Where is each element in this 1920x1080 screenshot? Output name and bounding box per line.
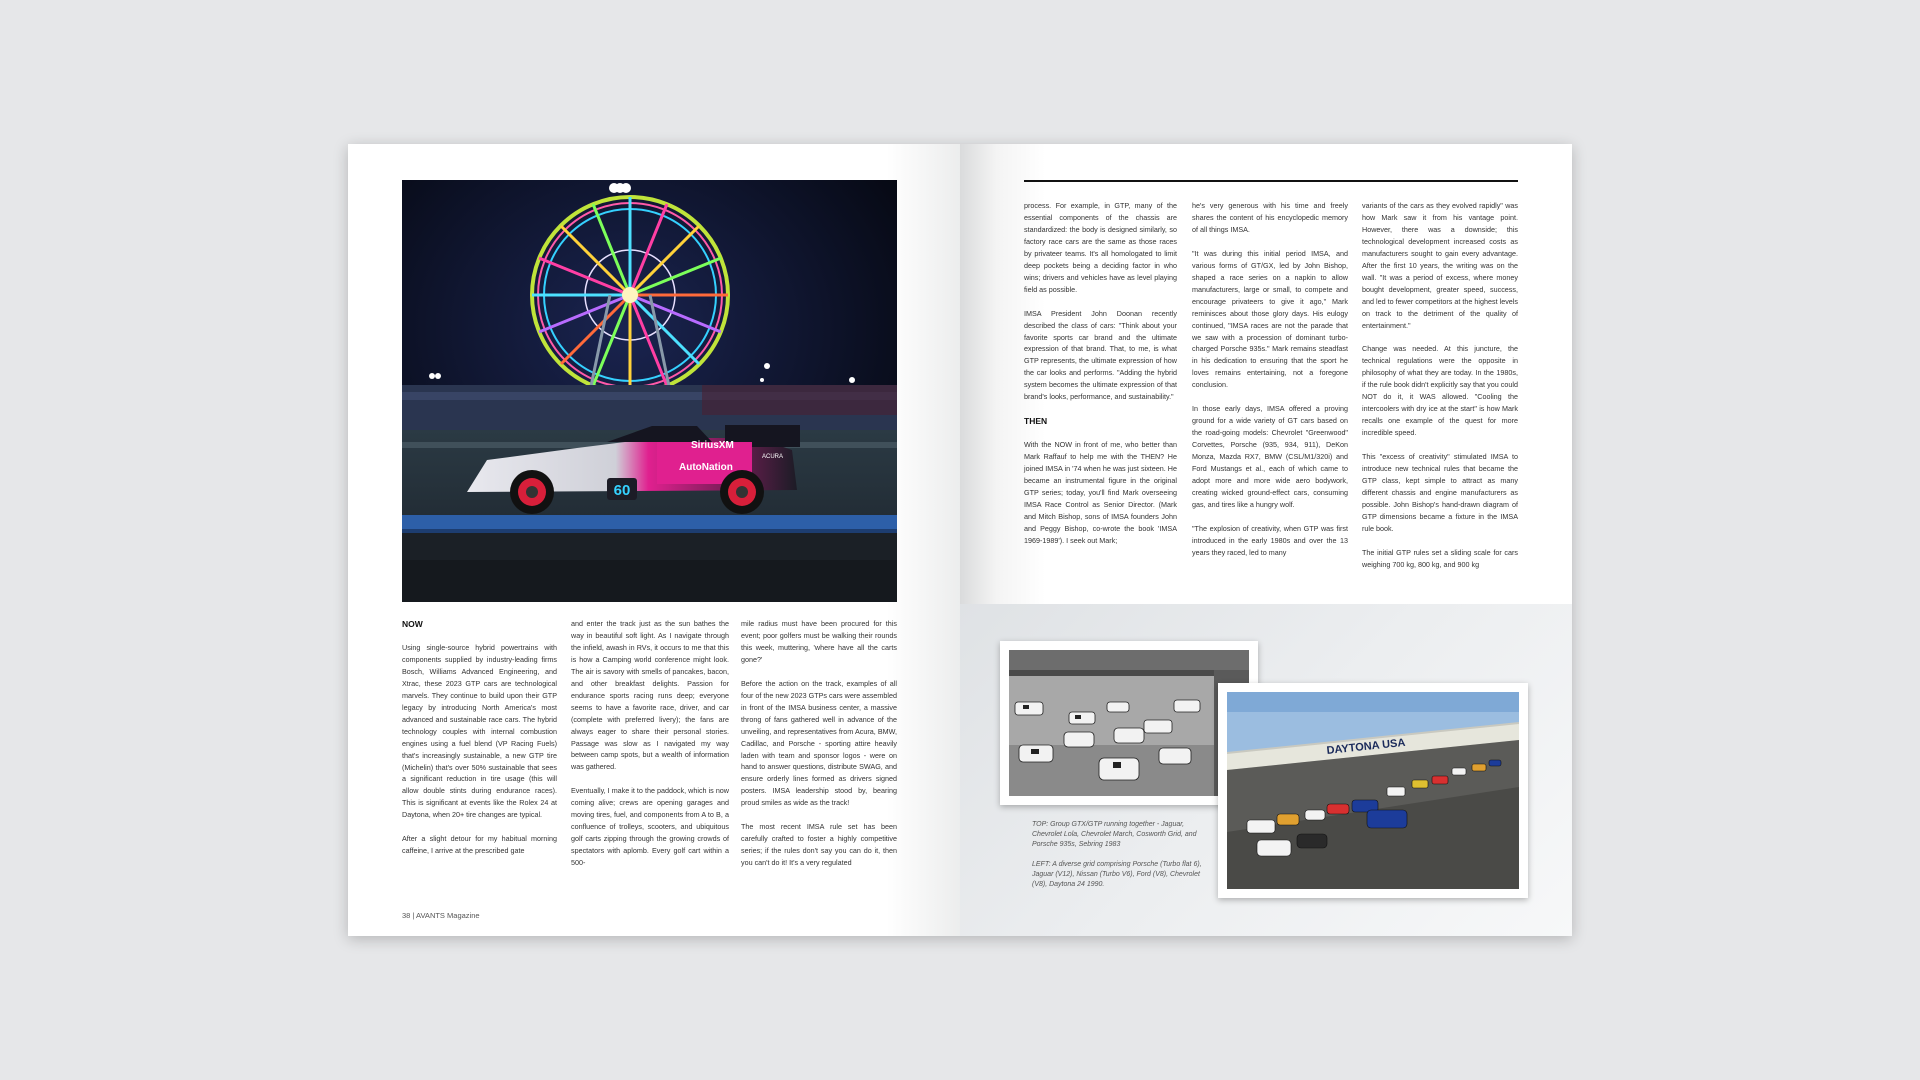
page-folio: 38 | AVANTS Magazine [402,911,480,920]
paragraph: he's very generous with his time and freely shares the content of his encyclopedic memory of all things IMSA. [1192,201,1348,234]
photo-daytona-1990 [1218,683,1528,898]
paragraph: Change was needed. At this juncture, the technical regulations were the opposite in philosophy of what they are today. In the 1980s, if the rule book didn't explicitly say that you could NOT do it, it WAS allowed. "Cooling the intercoolers with dry ice at the start" is how Mark recalls one example of the quest for more incredible speed. [1362,344,1518,438]
car-sponsor-siriusxm: SiriusXM [691,440,734,451]
caption-top: TOP: Group GTX/GTP running together - Jaguar, Chevrolet Lola, Chevrolet March, Cosworth Grid, and Porsche 935s, Sebring 1983 [1032,821,1197,848]
paragraph: process. For example, in GTP, many of the essential components of the chassis are standardized: the body is designed similarly, so factory race cars are the same as those races by privateer teams. It's all homologated to limit deep pockets being a deciding factor in who wins; drivers and vehicles have as level playing field as possible. [1024,201,1177,294]
left-column-3 [741,618,897,881]
left-column-2 [571,618,729,881]
hero-photo-svg [402,180,897,602]
paragraph: Using single-source hybrid powertrains with components supplied by industry-leading firms Bosch, Williams Advanced Engineering, and Xtrac, these 2023 GTP cars are technological marvels. They continue to build upon their GTP legacy by introducing North America's most advanced and sustainable race cars. The hybrid technology couples with internal combustion engines using a fuel blend (VP Racing Fuels) that's increasingly sustainable, a new GTP tire (Michelin) that's over 50% sustainable that sees a significant reduction in tire usage (this will allow double stints during endurance races). This is significant at events like the Rolex 24 at Daytona, when 20+ tire changes are typical. [402,643,557,820]
paragraph: IMSA President John Doonan recently described the class of cars: "Think about your favorite sports car brand and the ultimate expression of that brand. That, to me, is what GTP represents, the ultimate expression of how the car looks and performs. "Adding the hybrid system becomes the ultimate expression of that brand's looks, performance, and sustainability." [1024,308,1177,402]
paragraph: Eventually, I make it to the paddock, which is now coming alive; crews are opening garages and moving tires, fuel, and components from A to B, a confluence of trolleys, scooters, and ubiquitous golf carts zipping through the growing crowds of spectators with aplomb. Every golf cart within a 500- [571,786,729,868]
paragraph: With the NOW in front of me, who better than Mark Raffauf to help me with the THEN? He joined IMSA in '74 when he was just sixteen. He became an instrumental figure in the original GTP series; today, you'll find Mark overseeing IMSA Race Control as Senior Director. (Mark and Mitch Bishop, sons of IMSA founders John and Peggy Bishop, co-wrote the book 'IMSA 1969-1989'). I seek out Mark; [1024,440,1177,545]
car-number: 60 [613,482,631,499]
hero-photo-ferris-wheel-race-car [402,180,897,602]
section-heading-then: THEN [1024,416,1048,427]
paragraph: and enter the track just as the sun bathes the way in beautiful soft light. As I navigate through the infield, awash in RVs, it occurs to me that this is how a Camping world conference might look. The air is savory with smells of pancakes, bacon, and other breakfast delights. Passion for endurance sports racing runs deep; everyone seems to have a favorite race, driver, and car (complete with preferred livery); the fans are always eager to share their personal stories. Passage was slow as I navigated my way between camp spots, but a wealth of information was gathered. [571,619,729,772]
sebring-photo-svg [1009,650,1249,796]
paragraph: variants of the cars as they evolved rapidly" was how Mark saw it from his vantage point. However, there was a downside; this technological development increased costs as manufacturers sought to gain every advantage. After the first 10 years, the writing was on the wall. "It was a period of excess, where money bought development, greater speed, success, and led to fewer competitors at the highest levels on track to the detriment of the quality of entertainment." [1362,201,1518,330]
caption-left: LEFT: A diverse grid comprising Porsche (Turbo flat 6), Jaguar (V12), Nissan (Turbo V6), Ford (V8), Chevrolet (V8), Daytona 24 1990. [1032,861,1202,888]
paragraph: "The explosion of creativity, when GTP was first introduced in the early 1980s and over the 13 years they raced, led to many [1192,523,1348,557]
daytona-photo-svg [1227,692,1519,889]
photo-daytona-image [1227,692,1519,889]
paragraph: The most recent IMSA rule set has been carefully crafted to foster a highly competitive series; if the rules don't say you can do it, then you can't do it! It's a very regulated [741,822,897,868]
photo-captions [1032,820,1214,900]
paragraph: Before the action on the track, examples of all four of the new 2023 GTPs cars were assembled in front of the IMSA business center, a massive throng of fans gathered well in advance of the unveiling, and representatives from Acura, BMW, Cadillac, and Porsche - sporting attire heavily laden with team and sponsor logos - were on hand to answer questions, distribute SWAG, and ensure orderly lines formed as drivers signed posters. IMSA leadership stood by, bearing proud smiles as wide as the track! [741,678,897,808]
car-brand: ACURA [762,454,784,460]
paragraph: In those early days, IMSA offered a proving ground for a wide variety of GT cars based on the road-going models: Chevrolet "Greenwood" Corvettes, Porsche (935, 934, 911), DeKon Monza, Mazda RX7, BMW (CSL/M1/320i) and Ford Mustangs et al., each of which came to adopt more and more wide aero bodywork, creating wicked ground-effect cars, consuming gas, and tires like a hungry wolf. [1192,404,1348,509]
paragraph: After a slight detour for my habitual morning caffeine, I arrive at the prescribed gate [402,834,557,856]
magazine-spread [348,144,1572,936]
right-page [960,144,1572,936]
photo-sebring-image [1009,650,1249,796]
paragraph: This "excess of creativity" stimulated IMSA to introduce new technical rules that became the GTP class, kept simple to attract as many different chassis and engine manufacturers as possible. John Bishop's hand-drawn diagram of GTP dimensions became a fixture in the IMSA rule book. [1362,452,1518,533]
right-column-3 [1362,200,1518,583]
paragraph: "It was during this initial period IMSA, and various forms of GT/GX, led by John Bishop, shaped a race series on a napkin to allow manufacturers, large or small, to compete and encourage privateers to give it ago," Mark reminisces about those glory days. His eulogy continued, "IMSA races are not the parade that we saw with a procession of dominant turbo-charged Porsche 935s." Mark remains steadfast in his dedication to ensuring that the sport he loves remains entertaining, not a foregone conclusion. [1192,248,1348,390]
left-page [348,144,960,936]
car-sponsor-autonation: AutoNation [679,462,733,473]
right-column-1 [1024,200,1177,559]
right-column-2 [1192,200,1348,571]
section-heading-now: NOW [402,619,423,629]
paragraph: mile radius must have been procured for this event; poor golfers must be walking their rounds this week, muttering, 'where have all the carts gone?' [741,619,897,664]
left-column-1 [402,618,557,869]
paragraph: The initial GTP rules set a sliding scale for cars weighing 700 kg, 800 kg, and 900 kg [1362,547,1518,569]
top-rule [1024,180,1518,182]
daytona-banner-text: DAYTONA USA [1326,736,1406,757]
